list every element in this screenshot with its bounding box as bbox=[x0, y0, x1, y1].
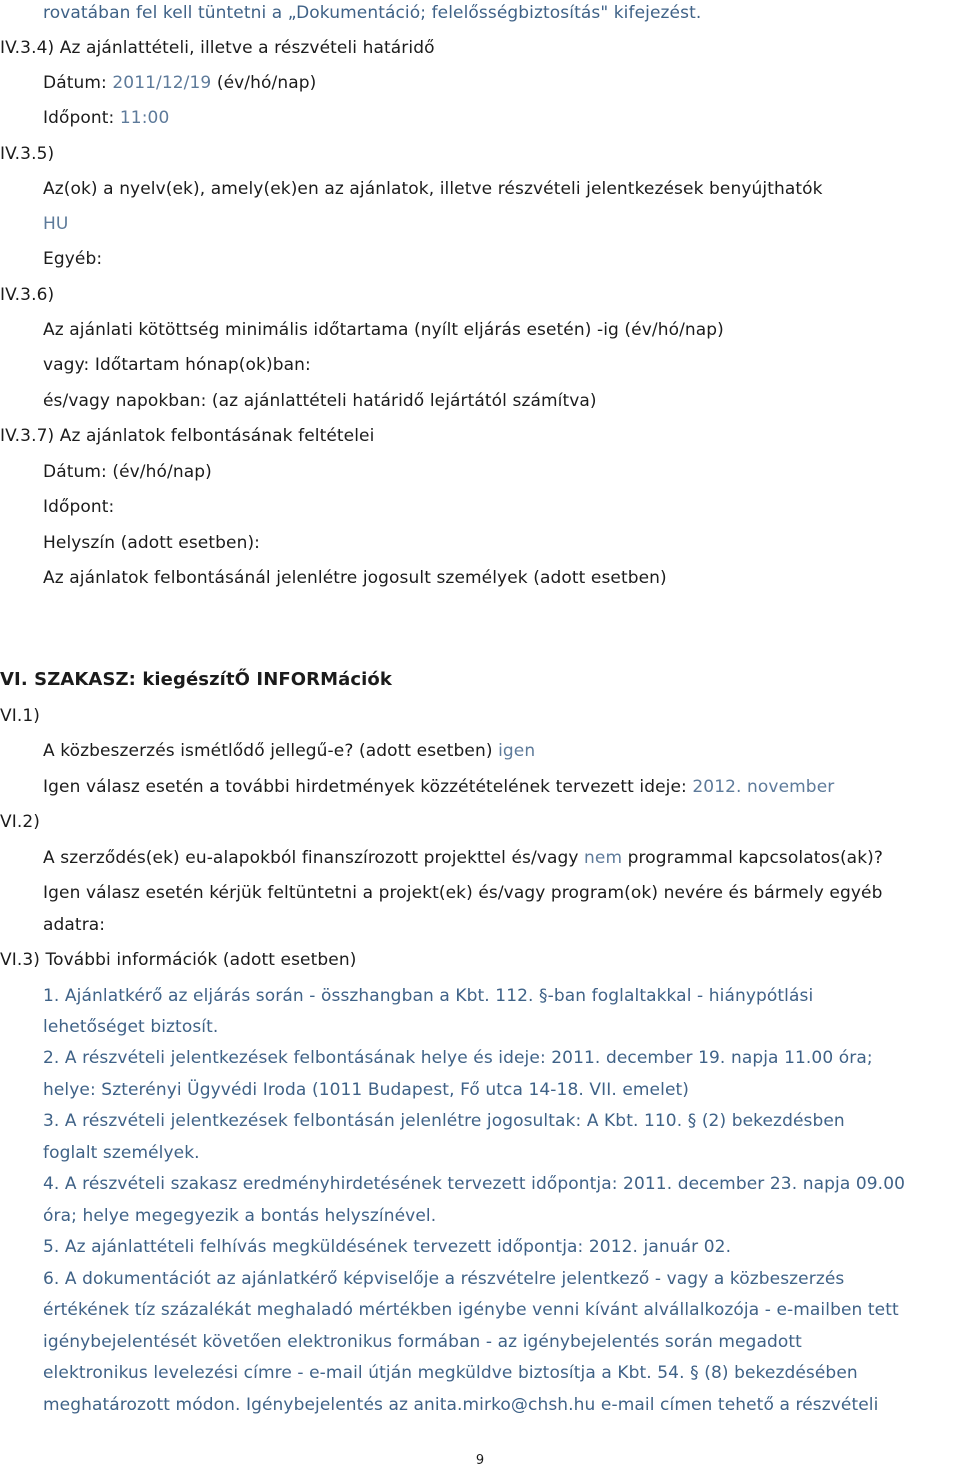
vi-3-line: 3. A részvételi jelentkezések felbontásán jelenlétre jogosultak: A Kbt. 110. § (2) bekezdésben bbox=[43, 1111, 845, 1131]
vi-1-label: VI.1) bbox=[0, 706, 40, 726]
vi-3-line: elektronikus levelezési címre - e-mail útján megküldve biztosítja a Kbt. 54. § (8) bekezdésében bbox=[43, 1363, 858, 1383]
date-value: 2011/12/19 bbox=[112, 73, 212, 93]
vi-3-line: igénybejelentését követően elektronikus formában - az igénybejelentés során megadott bbox=[43, 1332, 802, 1352]
page-number: 9 bbox=[475, 1453, 485, 1468]
time-value: 11:00 bbox=[119, 108, 170, 128]
iv-3-7-time: Időpont: bbox=[43, 497, 115, 517]
iv-3-7-persons: Az ajánlatok felbontásánál jelenlétre jogosult személyek (adott esetben) bbox=[43, 568, 667, 588]
vi-3-line: 1. Ajánlatkérő az eljárás során - összhangban a Kbt. 112. §-ban foglaltakkal - hiánypótlási bbox=[43, 986, 814, 1006]
vi-3-heading: VI.3) További információk (adott esetben) bbox=[0, 950, 357, 970]
vi-3-line: 4. A részvételi szakasz eredményhirdetésének tervezett időpontja: 2011. december 23. napja 09.00 bbox=[43, 1174, 906, 1194]
vi-3-line: 6. A dokumentációt az ajánlatkérő képviselője a részvételre jelentkező - vagy a közbeszerzés bbox=[43, 1269, 845, 1289]
vi-2-question: A szerződés(ek) eu-alapokból finanszírozott projekttel és/vagy nem programmal kapcsolatos(ak)? bbox=[43, 848, 883, 868]
vi-2-line2: Igen válasz esetén kérjük feltüntetni a projekt(ek) és/vagy program(ok) nevére és bármely egyéb bbox=[43, 883, 883, 903]
iv-3-6-heading: IV.3.6) bbox=[0, 285, 55, 305]
iv-3-6-line1: Az ajánlati kötöttség minimális időtartama (nyílt eljárás esetén) -ig (év/hó/nap) bbox=[43, 320, 724, 340]
vi-3-line: értékének tíz százalékát meghaladó mértékben igénybe venni kívánt alvállalkozója - e-mailben tett bbox=[43, 1300, 899, 1320]
vi-1-question: A közbeszerzés ismétlődő jellegű-e? (adott esetben) igen bbox=[43, 741, 536, 761]
date-label: Dátum: bbox=[43, 73, 107, 93]
vi-2-answer: nem bbox=[584, 848, 623, 868]
vi-3-line: 2. A részvételi jelentkezések felbontásának helye és ideje: 2011. december 19. napja 11.00 óra; bbox=[43, 1048, 873, 1068]
iv-3-7-heading: IV.3.7) Az ajánlatok felbontásának feltételei bbox=[0, 426, 375, 446]
vi-1-next-value: 2012. november bbox=[692, 777, 835, 797]
iv-3-6-line2: vagy: Időtartam hónap(ok)ban: bbox=[43, 355, 311, 375]
vi-3-line: óra; helye megegyezik a bontás helyszínével. bbox=[43, 1206, 437, 1226]
iv-3-7-place: Helyszín (adott esetben): bbox=[43, 533, 261, 553]
iv-3-7-date: Dátum: (év/hó/nap) bbox=[43, 462, 212, 482]
section-vi-heading: VI. SZAKASZ: kiegészítŐ INFORMációk bbox=[0, 669, 392, 690]
vi-3-line: helye: Szterényi Ügyvédi Iroda (1011 Budapest, Fő utca 14-18. VII. emelet) bbox=[43, 1080, 689, 1100]
date-unit: (év/hó/nap) bbox=[216, 73, 317, 93]
intro-line: rovatában fel kell tüntetni a „Dokumentáció; felelősségbiztosítás" kifejezést. bbox=[43, 3, 702, 23]
iv-3-4-date bbox=[43, 72, 316, 94]
vi-1-next: Igen válasz esetén a további hirdetmények közzétételének tervezett ideje: 2012. november bbox=[43, 777, 835, 797]
vi-2-label: VI.2) bbox=[0, 812, 40, 832]
iv-3-5-other: Egyéb: bbox=[43, 249, 103, 269]
iv-3-6-line3: és/vagy napokban: (az ajánlattételi határidő lejártától számítva) bbox=[43, 391, 597, 411]
iv-3-5-language: HU bbox=[43, 214, 69, 234]
vi-2-line3: adatra: bbox=[43, 915, 106, 935]
vi-3-line: lehetőséget biztosít. bbox=[43, 1017, 219, 1037]
iv-3-4-time bbox=[43, 107, 169, 129]
vi-1-answer: igen bbox=[498, 741, 536, 761]
iv-3-5-text: Az(ok) a nyelv(ek), amely(ek)en az ajánlatok, illetve részvételi jelentkezések benyújthatók bbox=[43, 179, 823, 199]
iv-3-4-heading: IV.3.4) Az ajánlattételi, illetve a részvételi határidő bbox=[0, 38, 435, 58]
vi-3-line: 5. Az ajánlattételi felhívás megküldésének tervezett időpontja: 2012. január 02. bbox=[43, 1237, 732, 1257]
time-label: Időpont: bbox=[43, 108, 115, 128]
iv-3-5-heading: IV.3.5) bbox=[0, 144, 55, 164]
vi-3-line: meghatározott módon. Igénybejelentés az anita.mirko@chsh.hu e-mail címen tehető a részvételi bbox=[43, 1395, 879, 1415]
vi-3-line: foglalt személyek. bbox=[43, 1143, 200, 1163]
